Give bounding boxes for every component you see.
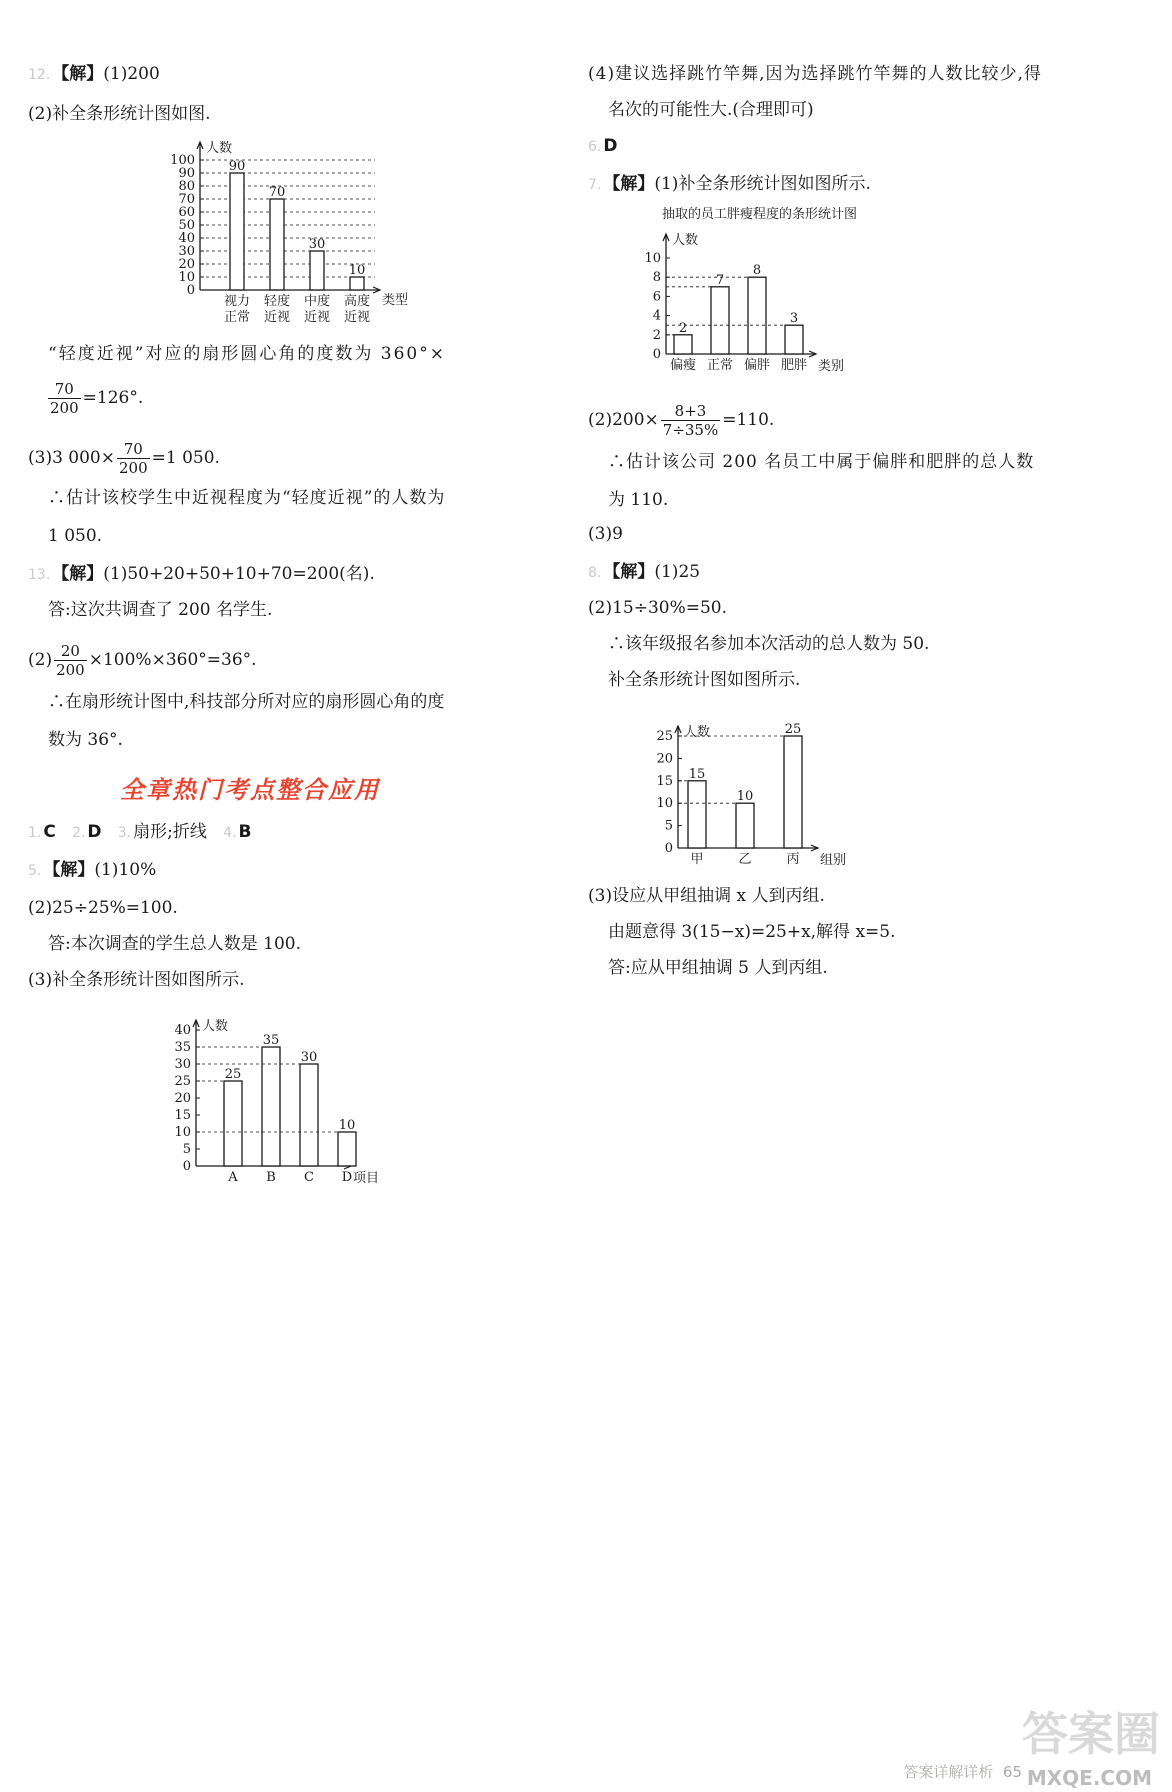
q7-line-1 — [588, 172, 871, 197]
data-label: 2 — [678, 320, 688, 336]
fraction-numerator: 20 — [54, 642, 87, 661]
watermark-logo: 答案圈 — [1022, 1707, 1160, 1761]
bar — [300, 1064, 318, 1166]
y-tick-label: 90 — [178, 166, 195, 181]
category-label: 甲 — [690, 852, 704, 867]
bar — [350, 277, 364, 290]
category-label: 视力 — [223, 294, 251, 309]
y-tick-label: 30 — [174, 1057, 191, 1072]
q6-line — [588, 134, 617, 159]
y-tick-label: 5 — [182, 1142, 191, 1157]
y-tick-label: 0 — [664, 841, 673, 856]
y-tick-label: 20 — [656, 751, 673, 767]
y-tick-label: 10 — [178, 270, 195, 285]
y-tick-label: 20 — [174, 1091, 191, 1106]
q7-line-2 — [588, 402, 774, 439]
q8-number: 8. — [588, 565, 602, 581]
fraction-70-200-b — [117, 440, 150, 477]
x-axis-label: 类型 — [382, 293, 409, 308]
bar — [736, 803, 754, 848]
x-axis-label: 组别 — [820, 853, 847, 868]
y-tick-label: 0 — [652, 347, 661, 362]
bar — [230, 173, 244, 290]
bar — [748, 277, 766, 354]
chart-title: 抽取的员工胖瘦程度的条形统计图 — [662, 207, 858, 222]
q6-answer: D — [603, 136, 618, 156]
q5-number: 5. — [28, 863, 42, 879]
y-axis-label: 人数 — [206, 141, 233, 156]
q13-tag: 【解】 — [52, 564, 104, 584]
section-title: 全章热门考点整合应用 — [120, 776, 380, 804]
y-tick-label: 10 — [174, 1125, 191, 1140]
y-axis-label: 人数 — [202, 1019, 229, 1034]
q12-line-3: “轻度近视”对应的扇形圆心角的度数为 360°× — [48, 344, 446, 364]
category-label: 正常 — [706, 358, 734, 373]
q13-line-1 — [28, 562, 375, 587]
bar — [688, 781, 706, 848]
answer-2-number: 2. — [72, 825, 86, 841]
q12-part1: (1)200 — [103, 64, 160, 84]
fraction-q7 — [661, 402, 720, 439]
q8-line-1 — [588, 560, 700, 585]
category-label: 近视 — [343, 310, 371, 325]
q8-line-3: ∴该年级报名参加本次活动的总人数为 50. — [608, 634, 930, 654]
fraction-numerator: 70 — [48, 380, 81, 399]
y-tick-label: 4 — [652, 308, 661, 324]
bar — [338, 1132, 356, 1166]
bar — [224, 1081, 242, 1166]
data-label: 7 — [715, 272, 725, 288]
fraction-20-200 — [54, 642, 87, 679]
q12-line-1 — [28, 62, 160, 87]
data-label: 30 — [300, 1050, 318, 1065]
q12-result: =126°. — [82, 388, 144, 408]
answer-3-number: 3. — [117, 825, 132, 841]
answers-line — [28, 820, 251, 845]
q7-part2-a: (2)200× — [588, 410, 659, 430]
y-tick-label: 60 — [178, 205, 195, 220]
q12-line-5 — [28, 440, 220, 477]
y-tick-label: 10 — [656, 796, 673, 812]
y-tick-label: 70 — [178, 192, 195, 207]
y-tick-label: 15 — [656, 773, 673, 789]
q13-part2-b: ×100%×360°=36°. — [88, 650, 257, 670]
y-tick-label: 25 — [656, 729, 673, 744]
y-tick-label: 0 — [182, 1159, 191, 1174]
category-label: 近视 — [263, 310, 291, 325]
y-tick-label: 40 — [178, 231, 195, 246]
q8-tag: 【解】 — [603, 562, 655, 582]
answer-1-number: 1. — [28, 825, 42, 841]
category-label: D — [341, 1170, 353, 1185]
footer-text: 答案详解详析 — [903, 1763, 994, 1781]
category-label: 丙 — [786, 852, 800, 867]
category-label: B — [266, 1170, 276, 1185]
bar — [270, 199, 284, 290]
q13-part2-a: (2) — [28, 650, 53, 670]
q5-line-4: (3)补全条形统计图如图所示. — [28, 970, 245, 990]
q7-line-4: 为 110. — [608, 490, 669, 510]
page-number: 65 — [1002, 1763, 1022, 1781]
watermark-url: MXQE.COM — [1026, 1766, 1152, 1790]
y-axis-label: 人数 — [684, 725, 711, 740]
q12-part3-b: =1 050. — [151, 448, 220, 468]
answer-4-number: 4. — [223, 825, 237, 841]
bar — [785, 325, 803, 354]
chart-weight — [628, 204, 888, 380]
q8-line-4: 补全条形统计图如图所示. — [608, 670, 801, 690]
data-label: 10 — [736, 789, 754, 805]
q8-line-6: 由题意得 3(15−x)=25+x,解得 x=5. — [608, 922, 896, 942]
data-label: 25 — [224, 1067, 242, 1082]
category-label: A — [228, 1170, 238, 1185]
data-label: 3 — [789, 311, 799, 327]
data-label: 70 — [268, 185, 286, 200]
q7-part1: (1)补全条形统计图如图所示. — [654, 174, 871, 194]
y-tick-label: 0 — [186, 283, 195, 298]
page-footer — [903, 1761, 1022, 1782]
chart-groups — [644, 700, 884, 872]
fraction-70-200 — [48, 380, 81, 417]
y-tick-label: 50 — [178, 218, 195, 233]
chart-vision — [148, 136, 448, 336]
chart-projects — [152, 996, 412, 1192]
category-label: 偏胖 — [743, 358, 771, 373]
y-tick-label: 40 — [174, 1023, 191, 1038]
answer-2: D — [87, 822, 102, 842]
q12-line-7: 1 050. — [48, 526, 103, 546]
category-label: 乙 — [738, 852, 752, 867]
q5-part1: (1)10% — [94, 860, 157, 880]
fraction-numerator: 8+3 — [661, 402, 720, 421]
q12-line-6: ∴估计该校学生中近视程度为“轻度近视”的人数为 — [48, 488, 446, 508]
data-label: 25 — [784, 722, 802, 737]
q4-line-1: (4)建议选择跳竹竿舞,因为选择跳竹竿舞的人数比较少,得 — [588, 64, 1042, 84]
bar — [711, 287, 729, 354]
q13-line-2: 答:这次共调查了 200 名学生. — [48, 600, 273, 620]
q12-line-4 — [46, 380, 143, 417]
q13-line-5: 数为 36°. — [48, 730, 123, 750]
q8-line-2: (2)15÷30%=50. — [588, 598, 728, 618]
data-label: 8 — [752, 263, 762, 279]
q5-line-2: (2)25÷25%=100. — [28, 898, 178, 918]
answer-1: C — [43, 822, 56, 842]
q7-line-3: ∴估计该公司 200 名员工中属于偏胖和肥胖的总人数 — [608, 452, 1035, 472]
y-tick-label: 25 — [174, 1074, 191, 1089]
data-label: 30 — [308, 237, 326, 252]
answer-3: 扇形;折线 — [133, 822, 207, 842]
y-tick-label: 5 — [664, 818, 673, 834]
bar — [262, 1047, 280, 1166]
bar — [310, 251, 324, 290]
y-tick-label: 15 — [174, 1108, 191, 1123]
q8-part1: (1)25 — [654, 562, 701, 582]
y-tick-label: 80 — [178, 179, 195, 194]
y-tick-label: 10 — [644, 251, 661, 266]
q8-line-7: 答:应从甲组抽调 5 人到丙组. — [608, 958, 828, 978]
q5-line-3: 答:本次调查的学生总人数是 100. — [48, 934, 301, 954]
category-label: 肥胖 — [780, 358, 808, 373]
data-label: 10 — [348, 263, 366, 278]
category-label: 高度 — [343, 294, 371, 309]
q12-tag: 【解】 — [52, 64, 104, 84]
bar — [674, 335, 692, 354]
category-label: 正常 — [223, 310, 251, 325]
fraction-denominator: 200 — [50, 399, 79, 417]
answer-4: B — [238, 822, 252, 842]
q7-number: 7. — [588, 177, 602, 193]
y-tick-label: 2 — [652, 327, 661, 343]
data-label: 35 — [262, 1033, 280, 1048]
data-label: 90 — [228, 159, 246, 174]
fraction-numerator: 70 — [117, 440, 150, 459]
category-label: 中度 — [303, 294, 331, 309]
q6-number: 6. — [588, 139, 602, 155]
y-tick-label: 6 — [652, 289, 661, 305]
x-axis-label: 类别 — [818, 359, 845, 374]
category-label: 轻度 — [263, 294, 291, 309]
category-label: C — [304, 1170, 314, 1185]
q12-number: 12. — [28, 67, 51, 83]
q13-number: 13. — [28, 567, 51, 583]
q13-part1: (1)50+20+50+10+70=200(名). — [103, 564, 375, 584]
q12-part3-a: (3)3 000× — [28, 448, 115, 468]
fraction-denominator: 200 — [56, 661, 85, 679]
q8-line-5: (3)设应从甲组抽调 x 人到丙组. — [588, 886, 825, 906]
y-tick-label: 35 — [174, 1040, 191, 1055]
x-axis-label: 项目 — [353, 1171, 380, 1186]
category-label: 偏瘦 — [669, 358, 697, 373]
y-axis-label: 人数 — [672, 233, 699, 248]
y-tick-label: 100 — [170, 153, 195, 168]
q13-line-3 — [28, 642, 257, 679]
q7-part2-b: =110. — [722, 410, 775, 430]
fraction-denominator: 7÷35% — [662, 421, 719, 439]
q5-tag: 【解】 — [43, 860, 95, 880]
fraction-denominator: 200 — [119, 459, 148, 477]
q7-line-5: (3)9 — [588, 524, 623, 544]
y-tick-label: 30 — [178, 244, 195, 259]
q4-line-2: 名次的可能性大.(合理即可) — [608, 100, 814, 120]
data-label: 10 — [338, 1118, 356, 1133]
bar — [784, 736, 802, 848]
category-label: 近视 — [303, 310, 331, 325]
q12-line-2: (2)补全条形统计图如图. — [28, 104, 211, 124]
q5-line-1 — [28, 858, 156, 883]
q13-line-4: ∴在扇形统计图中,科技部分所对应的扇形圆心角的度 — [48, 692, 445, 712]
y-tick-label: 20 — [178, 257, 195, 272]
q7-tag: 【解】 — [603, 174, 655, 194]
data-label: 15 — [688, 766, 706, 782]
y-tick-label: 8 — [652, 270, 661, 286]
